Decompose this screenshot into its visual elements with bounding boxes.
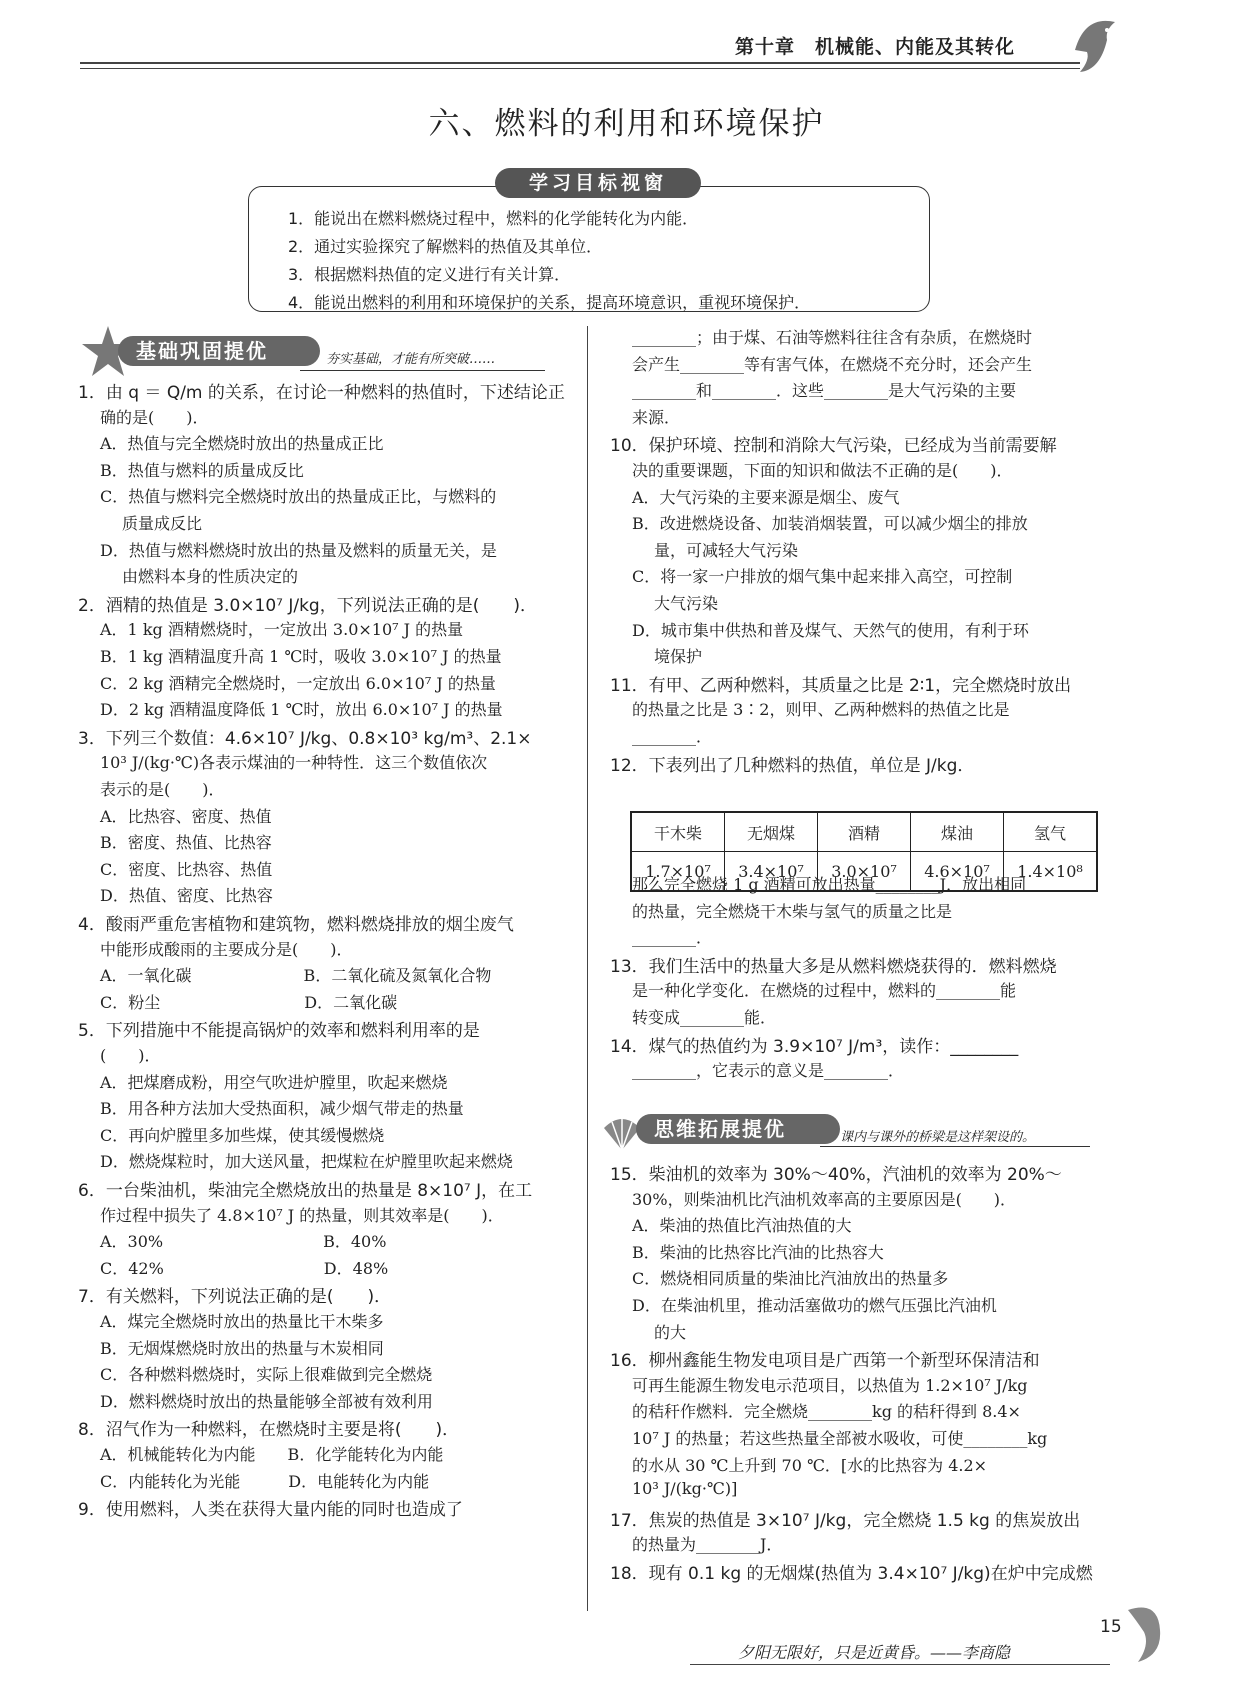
option-line: B．1 kg 酒精温度升高 1 ℃时，吸收 3.0×10⁷ J 的热量: [100, 647, 502, 666]
table-header-cell: 氢气: [1004, 812, 1098, 852]
text-line: 30%，则柴油机比汽油机效率高的主要原因是( )．: [632, 1189, 1017, 1209]
question-line: 7．有关燃料，下列说法正确的是( )．: [78, 1287, 392, 1308]
question-line: 11．有甲、乙两种燃料，其质量之比是 2∶1，完全燃烧时放出: [610, 675, 1072, 696]
text-line: 是一种化学变化．在燃烧的过程中，燃料的________能: [632, 981, 1017, 1001]
objective-item: 2．通过实验探究了解燃料的热值及其单位．: [288, 237, 603, 256]
option-line: D．燃料燃烧时放出的热量能够全部被有效利用: [100, 1391, 433, 1411]
text-line: 境保护: [654, 647, 703, 667]
question-line: 1．由 q ＝ Q/m 的关系，在讨论一种燃料的热值时，下述结论正: [78, 383, 565, 403]
option-line: A．大气污染的主要来源是烟尘、废气: [632, 487, 900, 507]
option-line: B．柴油的比热容比汽油的比热容大: [632, 1242, 884, 1262]
text-line: 由燃料本身的性质决定的: [122, 567, 299, 587]
text-line: 的热量之比是 3∶2，则甲、乙两种燃料的热值之比是: [632, 700, 1010, 720]
text-line: ( )．: [100, 1046, 161, 1065]
question-line: 2．酒精的热值是 3.0×10⁷ J/kg，下列说法正确的是( )．: [78, 595, 537, 616]
text-line: 10³ J/(kg·℃)各表示煤油的一种特性．这三个数值依次: [100, 753, 488, 773]
option-line: D．城市集中供热和普及煤气、天然气的使用，有利于环: [632, 620, 1029, 640]
chapter-header: 第十章 机械能、内能及其转化: [735, 36, 1016, 58]
table-value-cell: 4.6×10⁷: [911, 852, 1004, 892]
section-banner-basic: 基础巩固提优: [118, 336, 320, 366]
option-line: B．密度、热值、比热容: [100, 833, 272, 853]
option-line: D．2 kg 酒精温度降低 1 ℃时，放出 6.0×10⁷ J 的热量: [100, 700, 503, 720]
option-line: A．热值与完全燃烧时放出的热量成正比: [100, 434, 384, 454]
footer-rule: [690, 1664, 1110, 1665]
option-line: A．1 kg 酒精燃烧时，一定放出 3.0×10⁷ J 的热量: [100, 620, 464, 640]
option-line: C．各种燃料燃烧时，实际上很难做到完全燃烧: [100, 1365, 433, 1385]
question-line: 4．酸雨严重危害植物和建筑物，燃料燃烧排放的烟尘废气: [78, 915, 514, 935]
option-line: A．比热容、密度、热值: [100, 806, 272, 826]
text-line: 中能形成酸雨的主要成分是( )．: [100, 939, 353, 959]
objective-item: 1．能说出在燃料燃烧过程中，燃料的化学能转化为内能．: [288, 209, 699, 228]
question-line: 17．焦炭的热值是 3×10⁷ J/kg，完全燃烧 1.5 kg 的焦炭放出: [610, 1510, 1081, 1531]
option-line: A．一氧化碳 B．二氧化硫及氮氧化合物: [100, 966, 492, 986]
question-line: 8．沼气作为一种燃料，在燃烧时主要是将( )．: [78, 1420, 460, 1441]
option-line: D．热值与燃料燃烧时放出的热量及燃料的质量无关，是: [100, 540, 497, 560]
option-line: A．30% B．40%: [100, 1232, 387, 1252]
section-banner-extension: 思维拓展提优: [636, 1114, 840, 1144]
text-line: 可再生能源生物发电示范项目，以热值为 1.2×10⁷ J/kg: [632, 1375, 1028, 1395]
table-header-cell: 酒精: [818, 812, 911, 852]
text-line: 量，可减轻大气污染: [654, 540, 799, 560]
option-line: C．密度、比热容、热值: [100, 859, 273, 879]
text-line: ________；由于煤、石油等燃料往往含有杂质，在燃烧时: [632, 328, 1033, 347]
option-line: B．无烟煤燃烧时放出的热量与木炭相同: [100, 1338, 384, 1358]
option-line: D．燃烧煤粒时，加大送风量，把煤粒在炉膛里吹起来燃烧: [100, 1152, 513, 1172]
question-line: 12．下表列出了几种燃料的热值，单位是 J/kg．: [610, 755, 975, 776]
text-line: 的热量为________J．: [632, 1535, 783, 1555]
option-line: B．热值与燃料的质量成反比: [100, 460, 304, 480]
table-value-cell: 1.4×10⁸: [1004, 852, 1098, 892]
question-line: 5．下列措施中不能提高锅炉的效率和燃料利用率的是: [78, 1021, 480, 1042]
section-tagline: 夯实基础，才能有所突破……: [326, 352, 496, 367]
dolphin-icon: [1065, 10, 1125, 80]
question-line: 18．现有 0.1 kg 的无烟煤(热值为 3.4×10⁷ J/kg)在炉中完成燃: [610, 1564, 1093, 1584]
option-line: C．将一家一户排放的烟气集中起来排入高空，可控制: [632, 567, 1013, 587]
column-divider: [587, 326, 588, 1611]
text-line: 决的重要课题，下面的知识和做法不正确的是( )．: [632, 461, 1013, 480]
objective-item: 3．根据燃料热值的定义进行有关计算．: [288, 265, 571, 284]
tagline-underline: [300, 370, 545, 371]
option-line: A．柴油的热值比汽油热值的大: [632, 1216, 852, 1236]
header-rule: [80, 62, 1080, 69]
option-line: C．燃烧相同质量的柴油比汽油放出的热量多: [632, 1269, 949, 1289]
text-line: 的秸秆作燃料．完全燃烧________kg 的秸秆得到 8.4×: [632, 1402, 1021, 1422]
text-line: ________和________．这些________是大气污染的主要: [632, 381, 1017, 401]
table-value-cell: 1.7×10⁷: [631, 852, 725, 892]
table-header-cell: 无烟煤: [725, 812, 818, 852]
text-line: 的热量，完全燃烧干木柴与氢气的质量之比是: [632, 901, 953, 921]
text-line: ________，它表示的意义是________．: [632, 1061, 905, 1081]
text-line: 的水从 30 ℃上升到 70 ℃．[水的比热容为 4.2×: [632, 1455, 988, 1475]
question-line: 15．柴油机的效率为 30%～40%，汽油机的效率为 20%～: [610, 1165, 1062, 1185]
fuel-heat-table: [630, 811, 1098, 892]
option-line: C．内能转化为光能 D．电能转化为内能: [100, 1471, 430, 1491]
text-line: ________．: [632, 727, 713, 746]
table-header-cell: 煤油: [911, 812, 1004, 852]
option-line: D．在柴油机里，推动活塞做功的燃气压强比汽油机: [632, 1296, 997, 1315]
table-value-cell: 3.4×10⁷: [725, 852, 818, 892]
text-line: 10⁷ J 的热量；若这些热量全部被水吸收，可使________kg: [632, 1429, 1048, 1448]
option-line: C．粉尘 D．二氧化碳: [100, 992, 398, 1012]
option-line: C．42% D．48%: [100, 1258, 389, 1278]
text-line: 表示的是( )．: [100, 780, 225, 799]
text-line: 作过程中损失了 4.8×10⁷ J 的热量，则其效率是( )．: [100, 1205, 504, 1225]
text-line: 10³ J/(kg·℃)]: [632, 1479, 738, 1499]
footer-quote: 夕阳无限好，只是近黄昏。——李商隐: [738, 1643, 1011, 1662]
option-line: C．2 kg 酒精完全燃烧时，一定放出 6.0×10⁷ J 的热量: [100, 673, 496, 693]
option-line: B．改进燃烧设备、加装消烟装置，可以减少烟尘的排放: [632, 514, 1028, 534]
objective-item: 4．能说出燃料的利用和环境保护的关系，提高环境意识，重视环境保护．: [288, 293, 811, 312]
question-line: 6．一台柴油机，柴油完全燃烧放出的热量是 8×10⁷ J，在工: [78, 1181, 533, 1201]
page-title: 六、燃料的利用和环境保护: [428, 106, 825, 142]
dolphin-icon: [1118, 1600, 1168, 1666]
table-value-cell: 3.0×10⁷: [818, 852, 911, 892]
question-line: 14．煤气的热值约为 3.9×10⁷ J/m³，读作：________: [610, 1036, 1019, 1057]
text-line: 来源．: [632, 407, 681, 427]
question-line: 10．保护环境、控制和消除大气污染，已经成为当前需要解: [610, 436, 1057, 457]
text-line: 大气污染: [654, 594, 719, 613]
text-line: 转变成________能．: [632, 1008, 777, 1027]
option-line: A．煤完全燃烧时放出的热量比干木柴多: [100, 1312, 384, 1331]
question-line: 9．使用燃料，人类在获得大量内能的同时也造成了: [78, 1500, 463, 1521]
text-line: 会产生________等有害气体，在燃烧不充分时，还会产生: [632, 354, 1033, 374]
objectives-label: 学习目标视窗: [495, 168, 701, 198]
option-line: A．机械能转化为内能 B．化学能转化为内能: [100, 1445, 444, 1464]
option-line: D．热值、密度、比热容: [100, 886, 273, 906]
text-line: ________．: [632, 928, 713, 948]
question-line: 13．我们生活中的热量大多是从燃料燃烧获得的．燃料燃烧: [610, 956, 1057, 977]
section-tagline: 课内与课外的桥梁是这样架设的。: [840, 1130, 1036, 1145]
option-line: B．用各种方法加大受热面积，减少烟气带走的热量: [100, 1099, 464, 1119]
question-line: 16．柳州鑫能生物发电项目是广西第一个新型环保清洁和: [610, 1351, 1040, 1372]
text-line: 质量成反比: [122, 514, 203, 533]
table-header-cell: 干木柴: [631, 812, 725, 852]
tagline-underline: [820, 1146, 1090, 1147]
option-line: C．热值与燃料完全燃烧时放出的热量成正比，与燃料的: [100, 487, 497, 507]
text-line: 的大: [654, 1322, 687, 1342]
text-line: 那么完全燃烧 1 g 酒精可放出热量________J．放出相同: [632, 875, 1027, 894]
question-line: 3．下列三个数值：4.6×10⁷ J/kg、0.8×10³ kg/m³、2.1×: [78, 728, 532, 749]
option-line: C．再向炉膛里多加些煤，使其缓慢燃烧: [100, 1125, 385, 1145]
option-line: A．把煤磨成粉，用空气吹进炉膛里，吹起来燃烧: [100, 1072, 448, 1092]
text-line: 确的是( )．: [100, 407, 209, 427]
page-number: 15: [1100, 1617, 1122, 1637]
